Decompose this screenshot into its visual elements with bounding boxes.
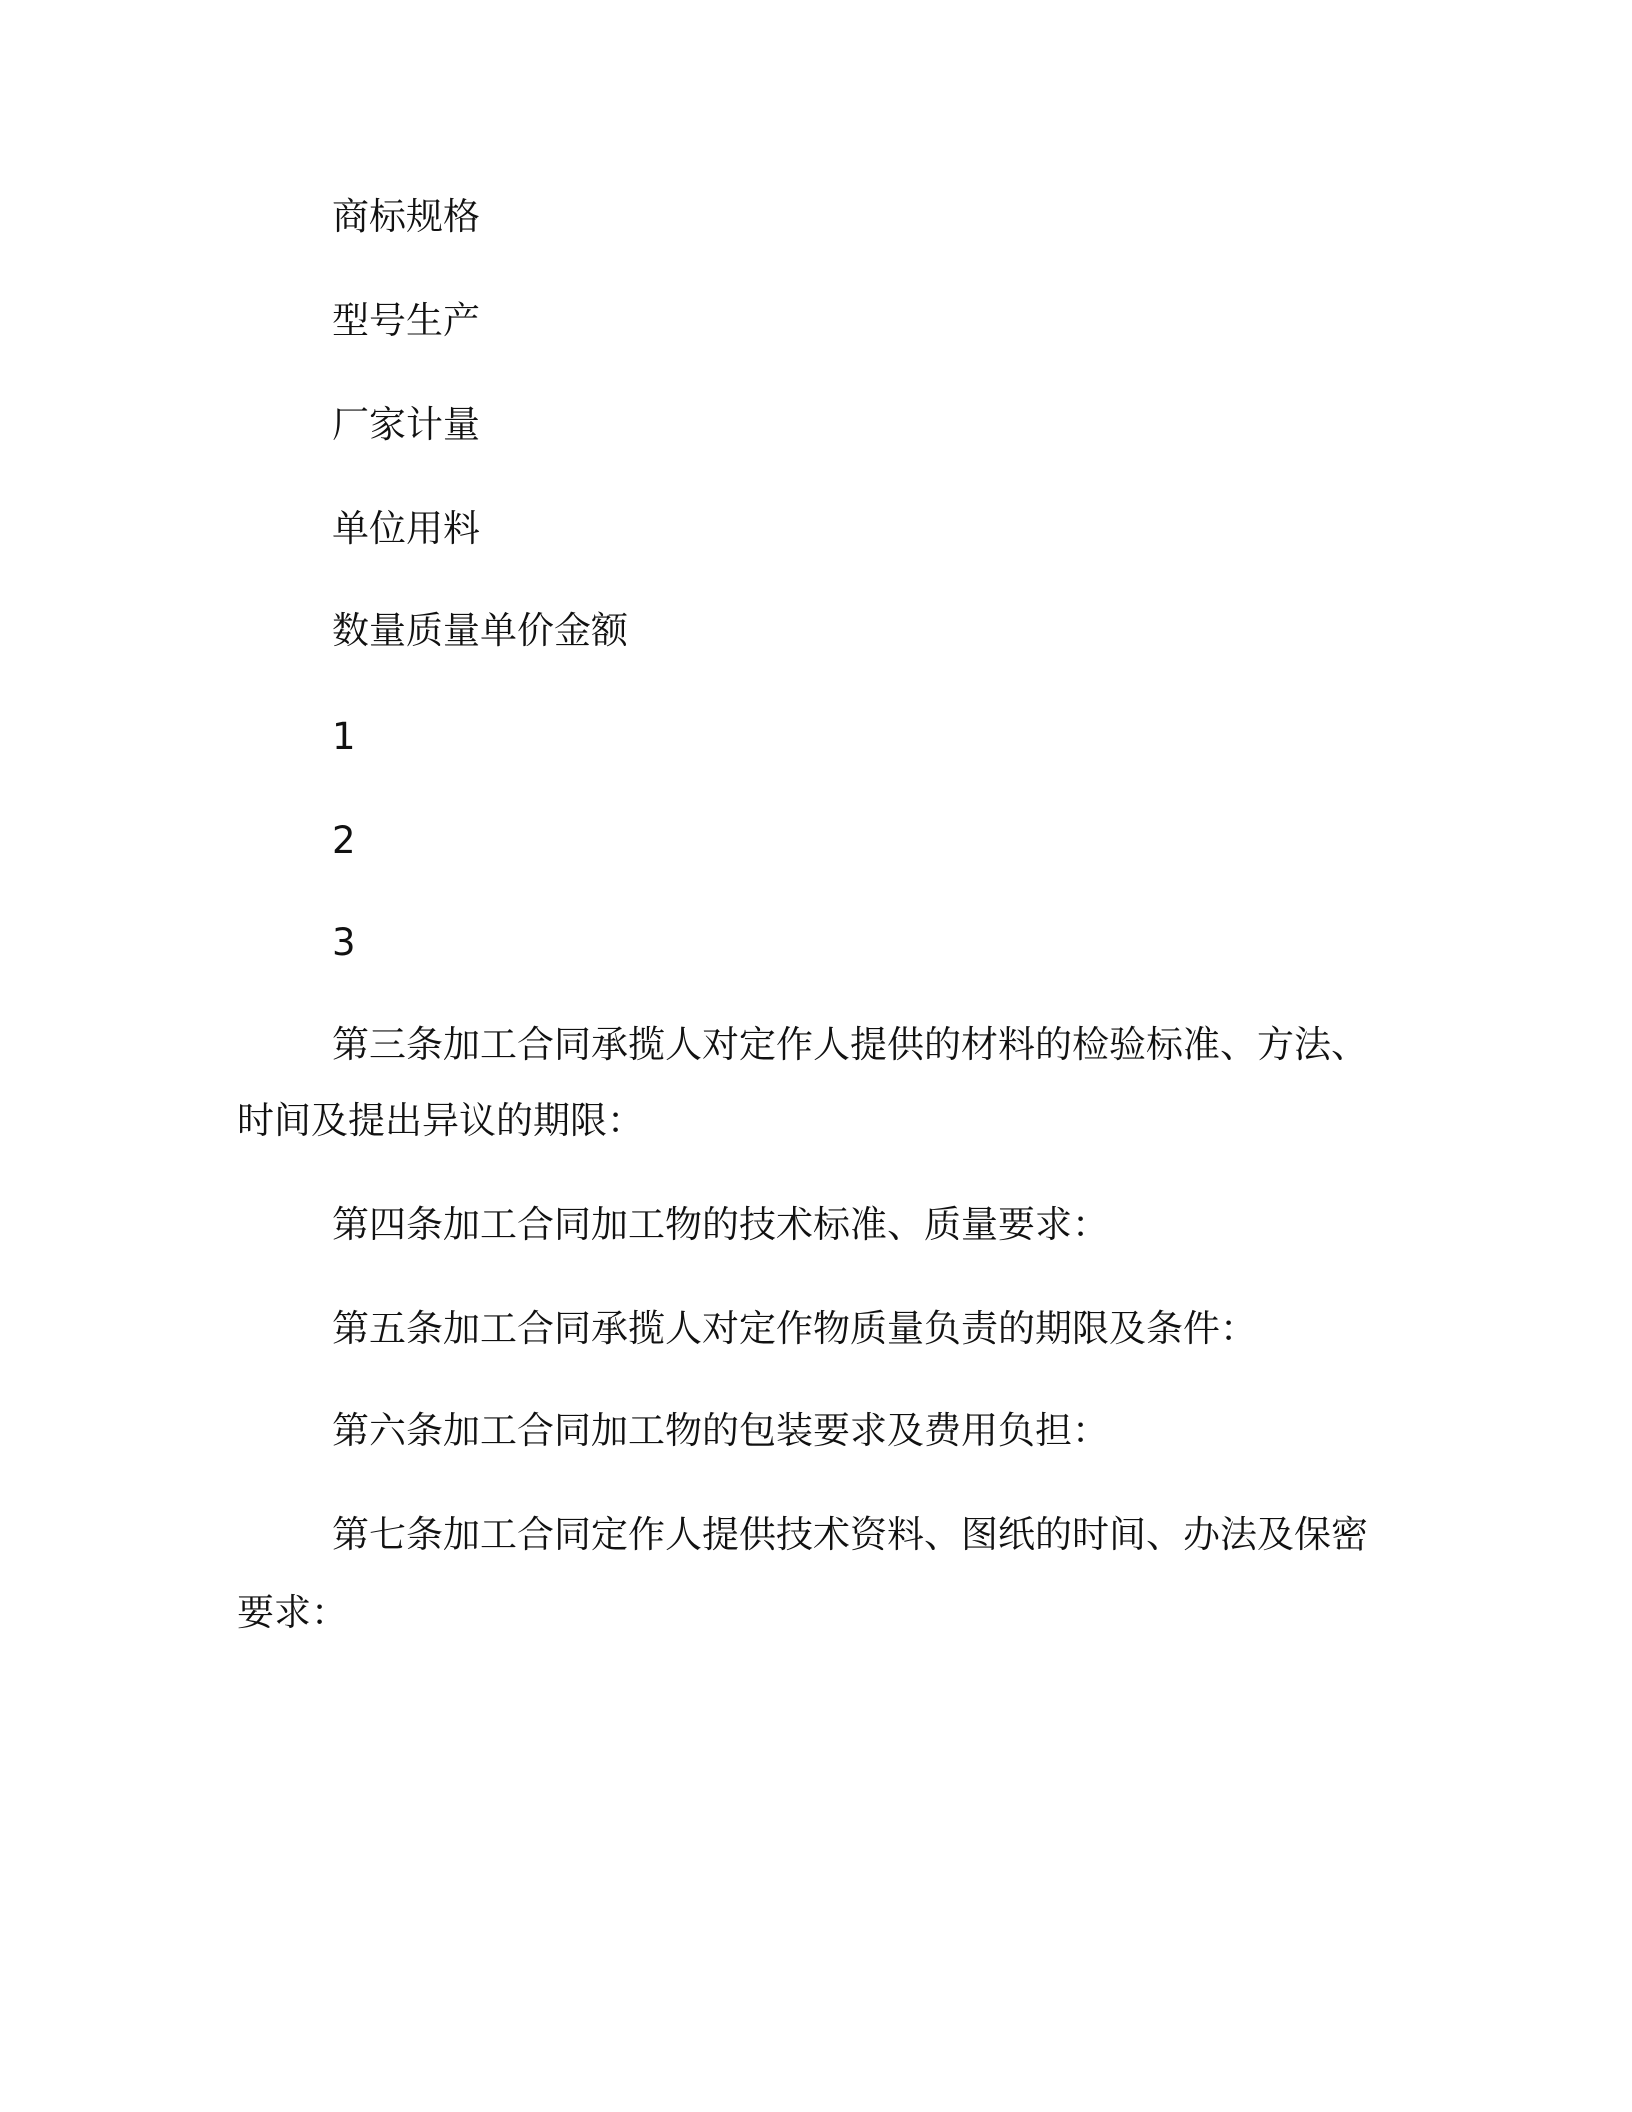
row-number: 2 — [332, 819, 356, 862]
table-header-line: 单位用料 — [332, 507, 480, 550]
table-header-line: 型号生产 — [332, 299, 480, 342]
article-6: 第六条加工合同加工物的包装要求及费用负担： — [332, 1409, 1109, 1452]
article-4: 第四条加工合同加工物的技术标准、质量要求： — [332, 1203, 1109, 1246]
article-3-line-2: 时间及提出异议的期限： — [237, 1099, 644, 1142]
article-7-line-1: 第七条加工合同定作人提供技术资料、图纸的时间、办法及保密 — [332, 1513, 1368, 1556]
article-3-line-1: 第三条加工合同承揽人对定作人提供的材料的检验标准、方法、 — [332, 1023, 1368, 1066]
table-header-line: 厂家计量 — [332, 403, 480, 446]
row-number: 3 — [332, 921, 356, 964]
article-5: 第五条加工合同承揽人对定作物质量负责的期限及条件： — [332, 1307, 1257, 1350]
article-7-line-2: 要求： — [237, 1591, 348, 1634]
row-number: 1 — [332, 715, 356, 758]
table-header-line: 数量质量单价金额 — [332, 609, 628, 652]
table-header-line: 商标规格 — [332, 195, 480, 238]
